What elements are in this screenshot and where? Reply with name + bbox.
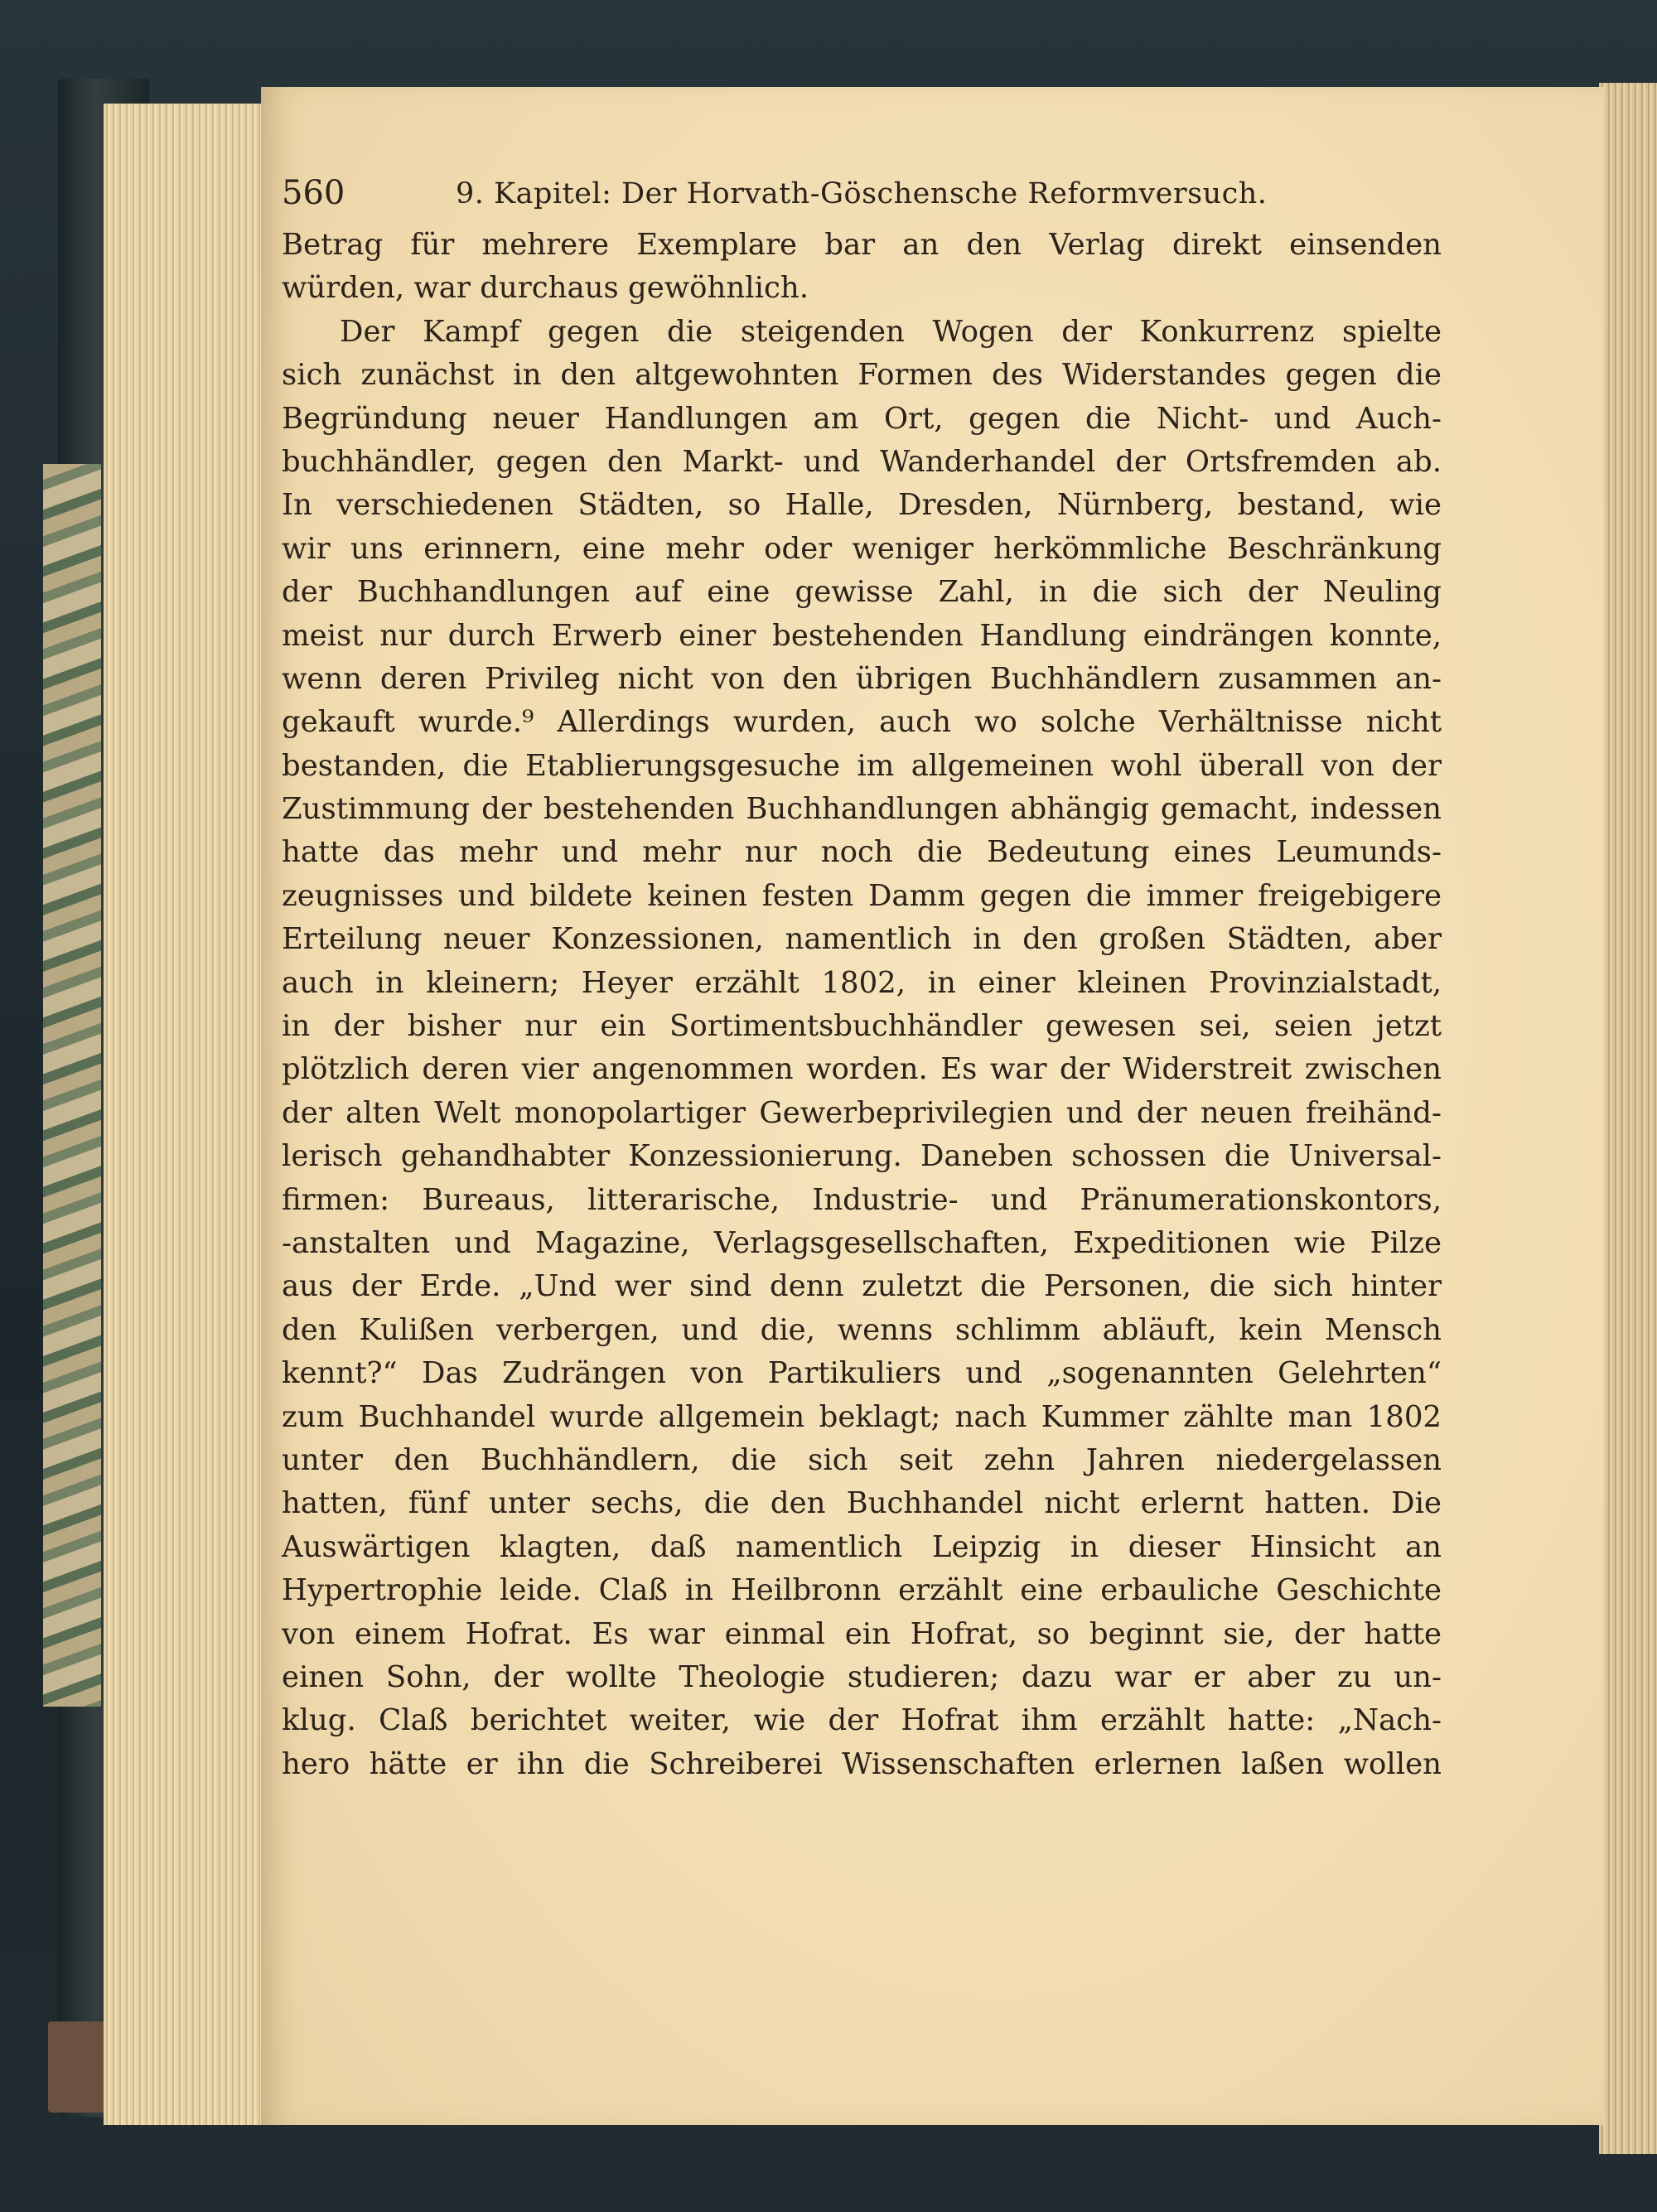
- text-line: buchhändler, gegen den Markt- und Wanderhandel der Ortsfremden ab.: [282, 444, 1442, 479]
- text-line: Erteilung neuer Konzessionen, namentlich in den großen Städten, aber: [282, 922, 1442, 957]
- marbled-endpaper: [43, 464, 101, 1707]
- text-line: den Kulißen verbergen, und die, wenns schlimm abläuft, kein Mensch: [282, 1312, 1442, 1347]
- text-line: Der Kampf gegen die steigenden Wogen der Konkurrenz spielte: [340, 314, 1442, 349]
- text-line: Betrag für mehrere Exemplare bar an den Verlag direkt einsenden: [282, 228, 1442, 262]
- text-line: unter den Buchhändlern, die sich seit zehn Jahren niedergelassen: [282, 1442, 1442, 1477]
- text-line: lerisch gehandhabter Konzessionierung. Daneben schossen die Universal-: [282, 1139, 1442, 1174]
- text-line: kennt?“ Das Zudrängen von Partikuliers und „sogenannten Gelehrten“: [282, 1356, 1442, 1391]
- text-line: in der bisher nur ein Sortimentsbuchhändler gewesen sei, seien jetzt: [282, 1009, 1442, 1044]
- text-line: klug. Claß berichtet weiter, wie der Hofrat ihm erzählt hatte: „Nach-: [282, 1703, 1442, 1738]
- text-line: hatten, fünf unter sechs, die den Buchhandel nicht erlernt hatten. Die: [282, 1486, 1442, 1521]
- text-line: hatte das mehr und mehr nur noch die Bedeutung eines Leumunds-: [282, 835, 1442, 870]
- text-line: hero hätte er ihn die Schreiberei Wissenschaften erlernen laßen wollen: [282, 1746, 1442, 1781]
- text-line: bestanden, die Etablierungsgesuche im allgemeinen wohl überall von der: [282, 748, 1442, 783]
- text-line: würden, war durchaus gewöhnlich.: [282, 271, 809, 306]
- page-block-edges-left: [104, 104, 269, 2125]
- text-line: In verschiedenen Städten, so Halle, Dresden, Nürnberg, bestand, wie: [282, 488, 1442, 523]
- text-line: der alten Welt monopolartiger Gewerbeprivilegien und der neuen freihänd-: [282, 1095, 1442, 1130]
- text-line: wenn deren Privileg nicht von den übrigen Buchhändlern zusammen an-: [282, 661, 1442, 696]
- text-line: zum Buchhandel wurde allgemein beklagt; nach Kummer zählte man 1802: [282, 1399, 1442, 1434]
- text-line: gekauft wurde.⁹ Allerdings wurden, auch wo solche Verhältnisse nicht: [282, 705, 1442, 740]
- text-line: der Buchhandlungen auf eine gewisse Zahl, in die sich der Neuling: [282, 575, 1442, 610]
- text-line: einen Sohn, der wollte Theologie studieren; dazu war er aber zu un-: [282, 1659, 1442, 1694]
- text-line: meist nur durch Erwerb einer bestehenden Handlung eindrängen konnte,: [282, 618, 1442, 653]
- text-line: firmen: Bureaus, litterarische, Industrie- und Pränumerationskontors,: [282, 1182, 1442, 1217]
- running-head: 9. Kapitel: Der Horvath-Göschensche Reformversuch.: [456, 177, 1268, 210]
- page-header: [282, 166, 1442, 225]
- body-text: [282, 224, 1442, 1786]
- page-block-edges-right: [1599, 83, 1657, 2154]
- text-line: von einem Hofrat. Es war einmal ein Hofrat, so beginnt sie, der hatte: [282, 1616, 1442, 1651]
- text-line: sich zunächst in den altgewohnten Formen des Widerstandes gegen die: [282, 358, 1442, 393]
- worn-cover-corner: [48, 2021, 106, 2113]
- text-line: auch in kleinern; Heyer erzählt 1802, in einer kleinen Provinzialstadt,: [282, 965, 1442, 1000]
- text-line: plötzlich deren vier angenommen worden. Es war der Widerstreit zwischen: [282, 1052, 1442, 1087]
- page-number: 560: [282, 174, 345, 212]
- text-line: aus der Erde. „Und wer sind denn zuletzt die Personen, die sich hinter: [282, 1269, 1442, 1304]
- text-line: -anstalten und Magazine, Verlagsgesellschaften, Expeditionen wie Pilze: [282, 1225, 1442, 1260]
- text-line: Auswärtigen klagten, daß namentlich Leipzig in dieser Hinsicht an: [282, 1529, 1442, 1564]
- text-line: Zustimmung der bestehenden Buchhandlungen abhängig gemacht, indessen: [282, 792, 1442, 827]
- text-line: zeugnisses und bildete keinen festen Damm gegen die immer freigebigere: [282, 878, 1442, 913]
- text-line: wir uns erinnern, eine mehr oder weniger herkömmliche Beschränkung: [282, 531, 1442, 566]
- text-line: Hypertrophie leide. Claß in Heilbronn erzählt eine erbauliche Geschichte: [282, 1573, 1442, 1608]
- text-line: Begründung neuer Handlungen am Ort, gegen die Nicht- und Auch-: [282, 401, 1442, 436]
